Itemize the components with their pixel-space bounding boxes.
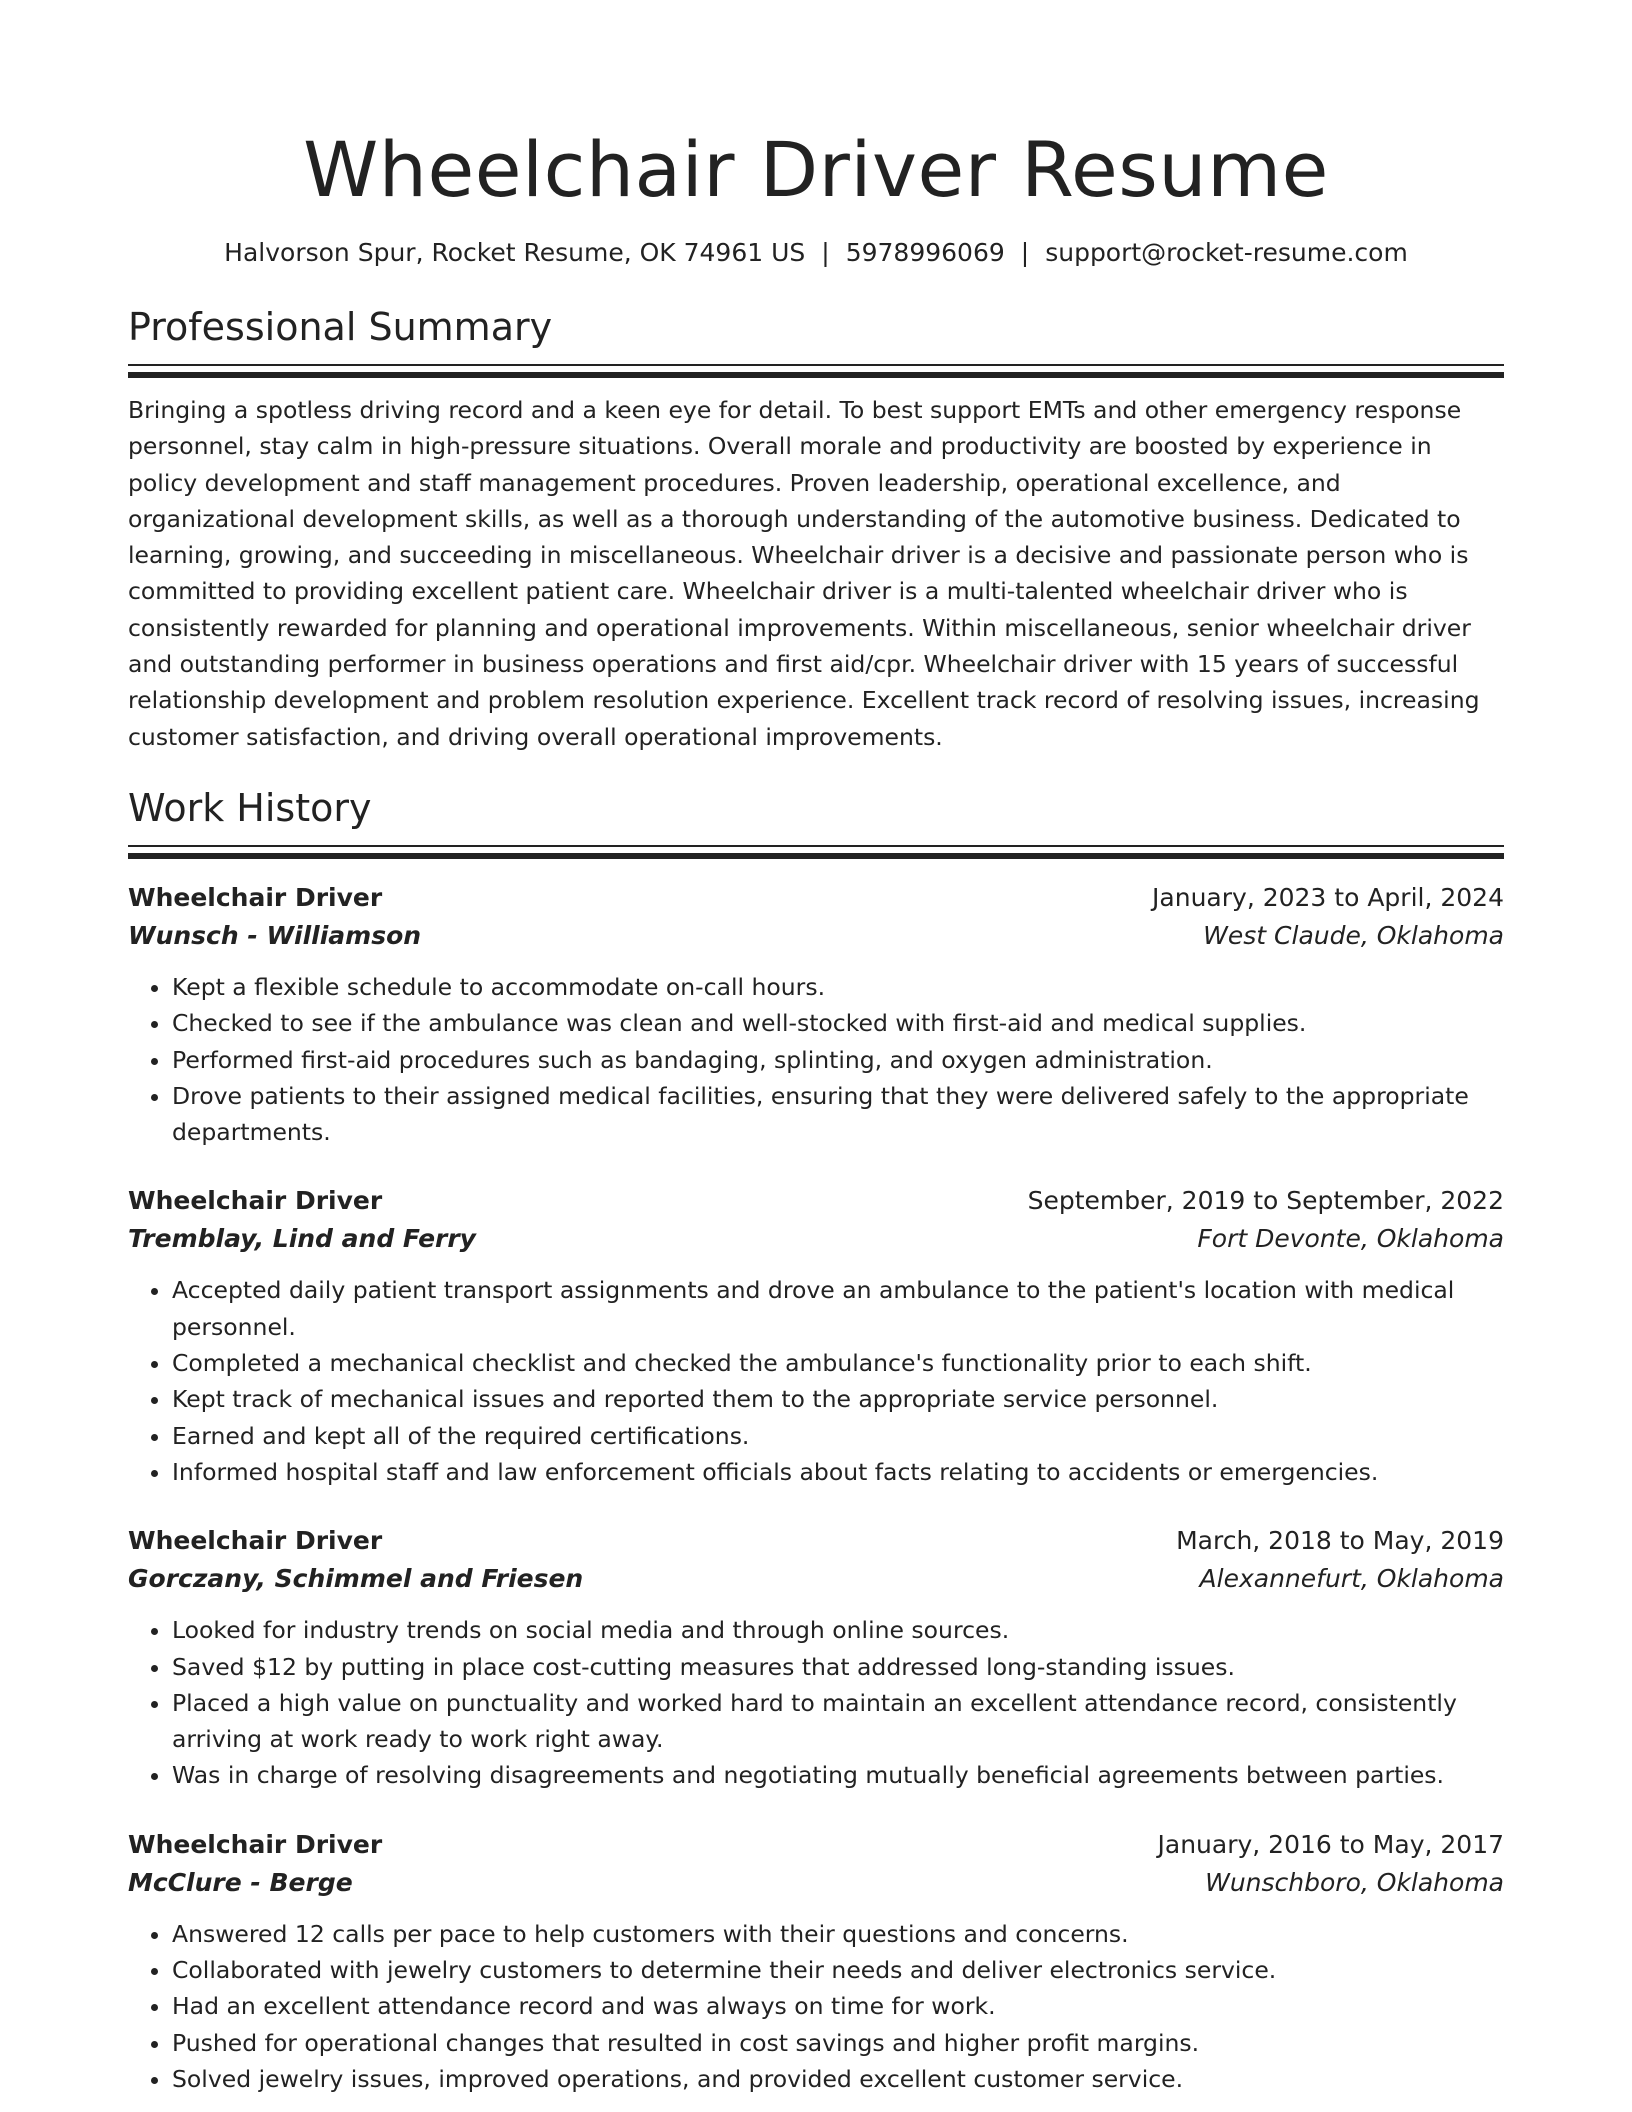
- job-location: West Claude, Oklahoma: [1203, 920, 1504, 950]
- job-subheader-row: [128, 917, 1504, 955]
- job-subheader-row: [128, 1864, 1504, 1902]
- contact-email: support@rocket-resume.com: [1045, 238, 1408, 267]
- contact-separator: |: [821, 238, 830, 267]
- section-rule-thin: [128, 364, 1504, 366]
- job-bullet: • Accepted daily patient transport assignments and drove an ambulance to the patient's location with medical personnel.: [172, 1272, 1504, 1345]
- job-subheader-row: [128, 1220, 1504, 1258]
- job-bullet: • Earned and kept all of the required certifications.: [172, 1418, 1504, 1454]
- summary-text: Bringing a spotless driving record and a keen eye for detail. To best support EMTs and other emergency response personnel, stay calm in high-pressure situations. Overall morale and productivity are boosted by experience in policy development and staff management procedures. Proven leadership, operational excellence, and organizational development skills, as well as a thorough understanding of the automotive business. Dedicated to learning, growing, and succeeding in miscellaneous. Wheelchair driver is a decisive and passionate person who is committed to providing excellent patient care. Wheelchair driver is a multi-talented wheelchair driver who is consistently rewarded for planning and operational improvements. Within miscellaneous, senior wheelchair driver and outstanding performer in business operations and first aid/cpr. Wheelchair driver with 15 years of successful relationship development and problem resolution experience. Excellent track record of resolving issues, increasing customer satisfaction, and driving overall operational improvements.: [128, 396, 1480, 751]
- contact-address: Halvorson Spur, Rocket Resume, OK 74961 US: [224, 238, 806, 267]
- job-subheader-row: [128, 1560, 1504, 1598]
- job-bullet: • Solved jewelry issues, improved operations, and provided excellent customer service.: [172, 2061, 1504, 2097]
- work-history-section: [128, 783, 1504, 2097]
- contact-phone: 5978996069: [845, 238, 1005, 267]
- job-dates: March, 2018 to May, 2019: [1176, 1526, 1504, 1556]
- job-bullet: • Placed a high value on punctuality and worked hard to maintain an excellent attendance record, consistently arriving at work ready to work right away.: [172, 1685, 1504, 1758]
- job-dates: January, 2023 to April, 2024: [1152, 882, 1504, 912]
- job-dates: September, 2019 to September, 2022: [1027, 1186, 1504, 1216]
- job-bullet-list: [128, 969, 1504, 1150]
- job-bullet: • Saved $12 by putting in place cost-cutting measures that addressed long-standing issues.: [172, 1649, 1504, 1685]
- job-bullet: • Looked for industry trends on social media and through online sources.: [172, 1612, 1504, 1648]
- job-title: Wheelchair Driver: [128, 1186, 383, 1216]
- job-bullet: • Kept a flexible schedule to accommodate on-call hours.: [172, 969, 1504, 1005]
- job-location: Alexannefurt, Oklahoma: [1199, 1564, 1504, 1594]
- job-bullet: • Performed first-aid procedures such as bandaging, splinting, and oxygen administration.: [172, 1042, 1504, 1078]
- job-dates: January, 2016 to May, 2017: [1157, 1829, 1504, 1859]
- job-title: Wheelchair Driver: [128, 1526, 383, 1556]
- job-company: McClure - Berge: [128, 1867, 353, 1897]
- job-bullet-list: [128, 1612, 1504, 1793]
- job-bullet: • Checked to see if the ambulance was clean and well-stocked with first-aid and medical supplies.: [172, 1005, 1504, 1041]
- job-company: Tremblay, Lind and Ferry: [128, 1224, 476, 1254]
- job-header-row: [128, 1826, 1504, 1864]
- job-bullet: • Completed a mechanical checklist and checked the ambulance's functionality prior to each shift.: [172, 1345, 1504, 1381]
- job-header-row: [128, 1182, 1504, 1220]
- section-rule-thin: [128, 845, 1504, 847]
- job-bullet: • Had an excellent attendance record and was always on time for work.: [172, 1988, 1504, 2024]
- job-bullet: • Was in charge of resolving disagreements and negotiating mutually beneficial agreements between parties.: [172, 1757, 1504, 1793]
- professional-summary-section: [128, 302, 1504, 755]
- job-bullet: • Answered 12 calls per pace to help customers with their questions and concerns.: [172, 1916, 1504, 1952]
- job-title: Wheelchair Driver: [128, 1829, 383, 1859]
- job-bullet-list: [128, 1272, 1504, 1490]
- job-bullet: • Kept track of mechanical issues and reported them to the appropriate service personnel.: [172, 1381, 1504, 1417]
- job-location: Fort Devonte, Oklahoma: [1197, 1224, 1504, 1254]
- job-entry: [128, 879, 1504, 1150]
- job-location: Wunschboro, Oklahoma: [1205, 1867, 1504, 1897]
- job-header-row: [128, 879, 1504, 917]
- contact-separator: |: [1020, 238, 1030, 267]
- job-company: Wunsch - Williamson: [128, 920, 422, 950]
- job-company: Gorczany, Schimmel and Friesen: [128, 1564, 584, 1594]
- job-bullet: • Drove patients to their assigned medical facilities, ensuring that they were delivered safely to the appropriate departments.: [172, 1078, 1504, 1151]
- contact-line: [128, 236, 1504, 270]
- job-bullet: • Collaborated with jewelry customers to determine their needs and deliver electronics service.: [172, 1952, 1504, 1988]
- job-entry: [128, 1826, 1504, 2097]
- section-heading-summary: Professional Summary: [128, 305, 553, 349]
- resume-title: Wheelchair Driver Resume: [303, 125, 1329, 214]
- section-heading-work: Work History: [128, 785, 372, 830]
- job-entry: [128, 1522, 1504, 1793]
- job-bullet-list: [128, 1916, 1504, 2097]
- job-bullet: • Pushed for operational changes that resulted in cost savings and higher profit margins.: [172, 2025, 1504, 2061]
- job-title: Wheelchair Driver: [128, 882, 383, 912]
- section-rule-thick: [128, 372, 1504, 378]
- section-rule-thick: [128, 853, 1504, 859]
- job-header-row: [128, 1522, 1504, 1560]
- job-entry: [128, 1182, 1504, 1490]
- job-bullet: • Informed hospital staff and law enforcement officials about facts relating to accidents or emergencies.: [172, 1454, 1504, 1490]
